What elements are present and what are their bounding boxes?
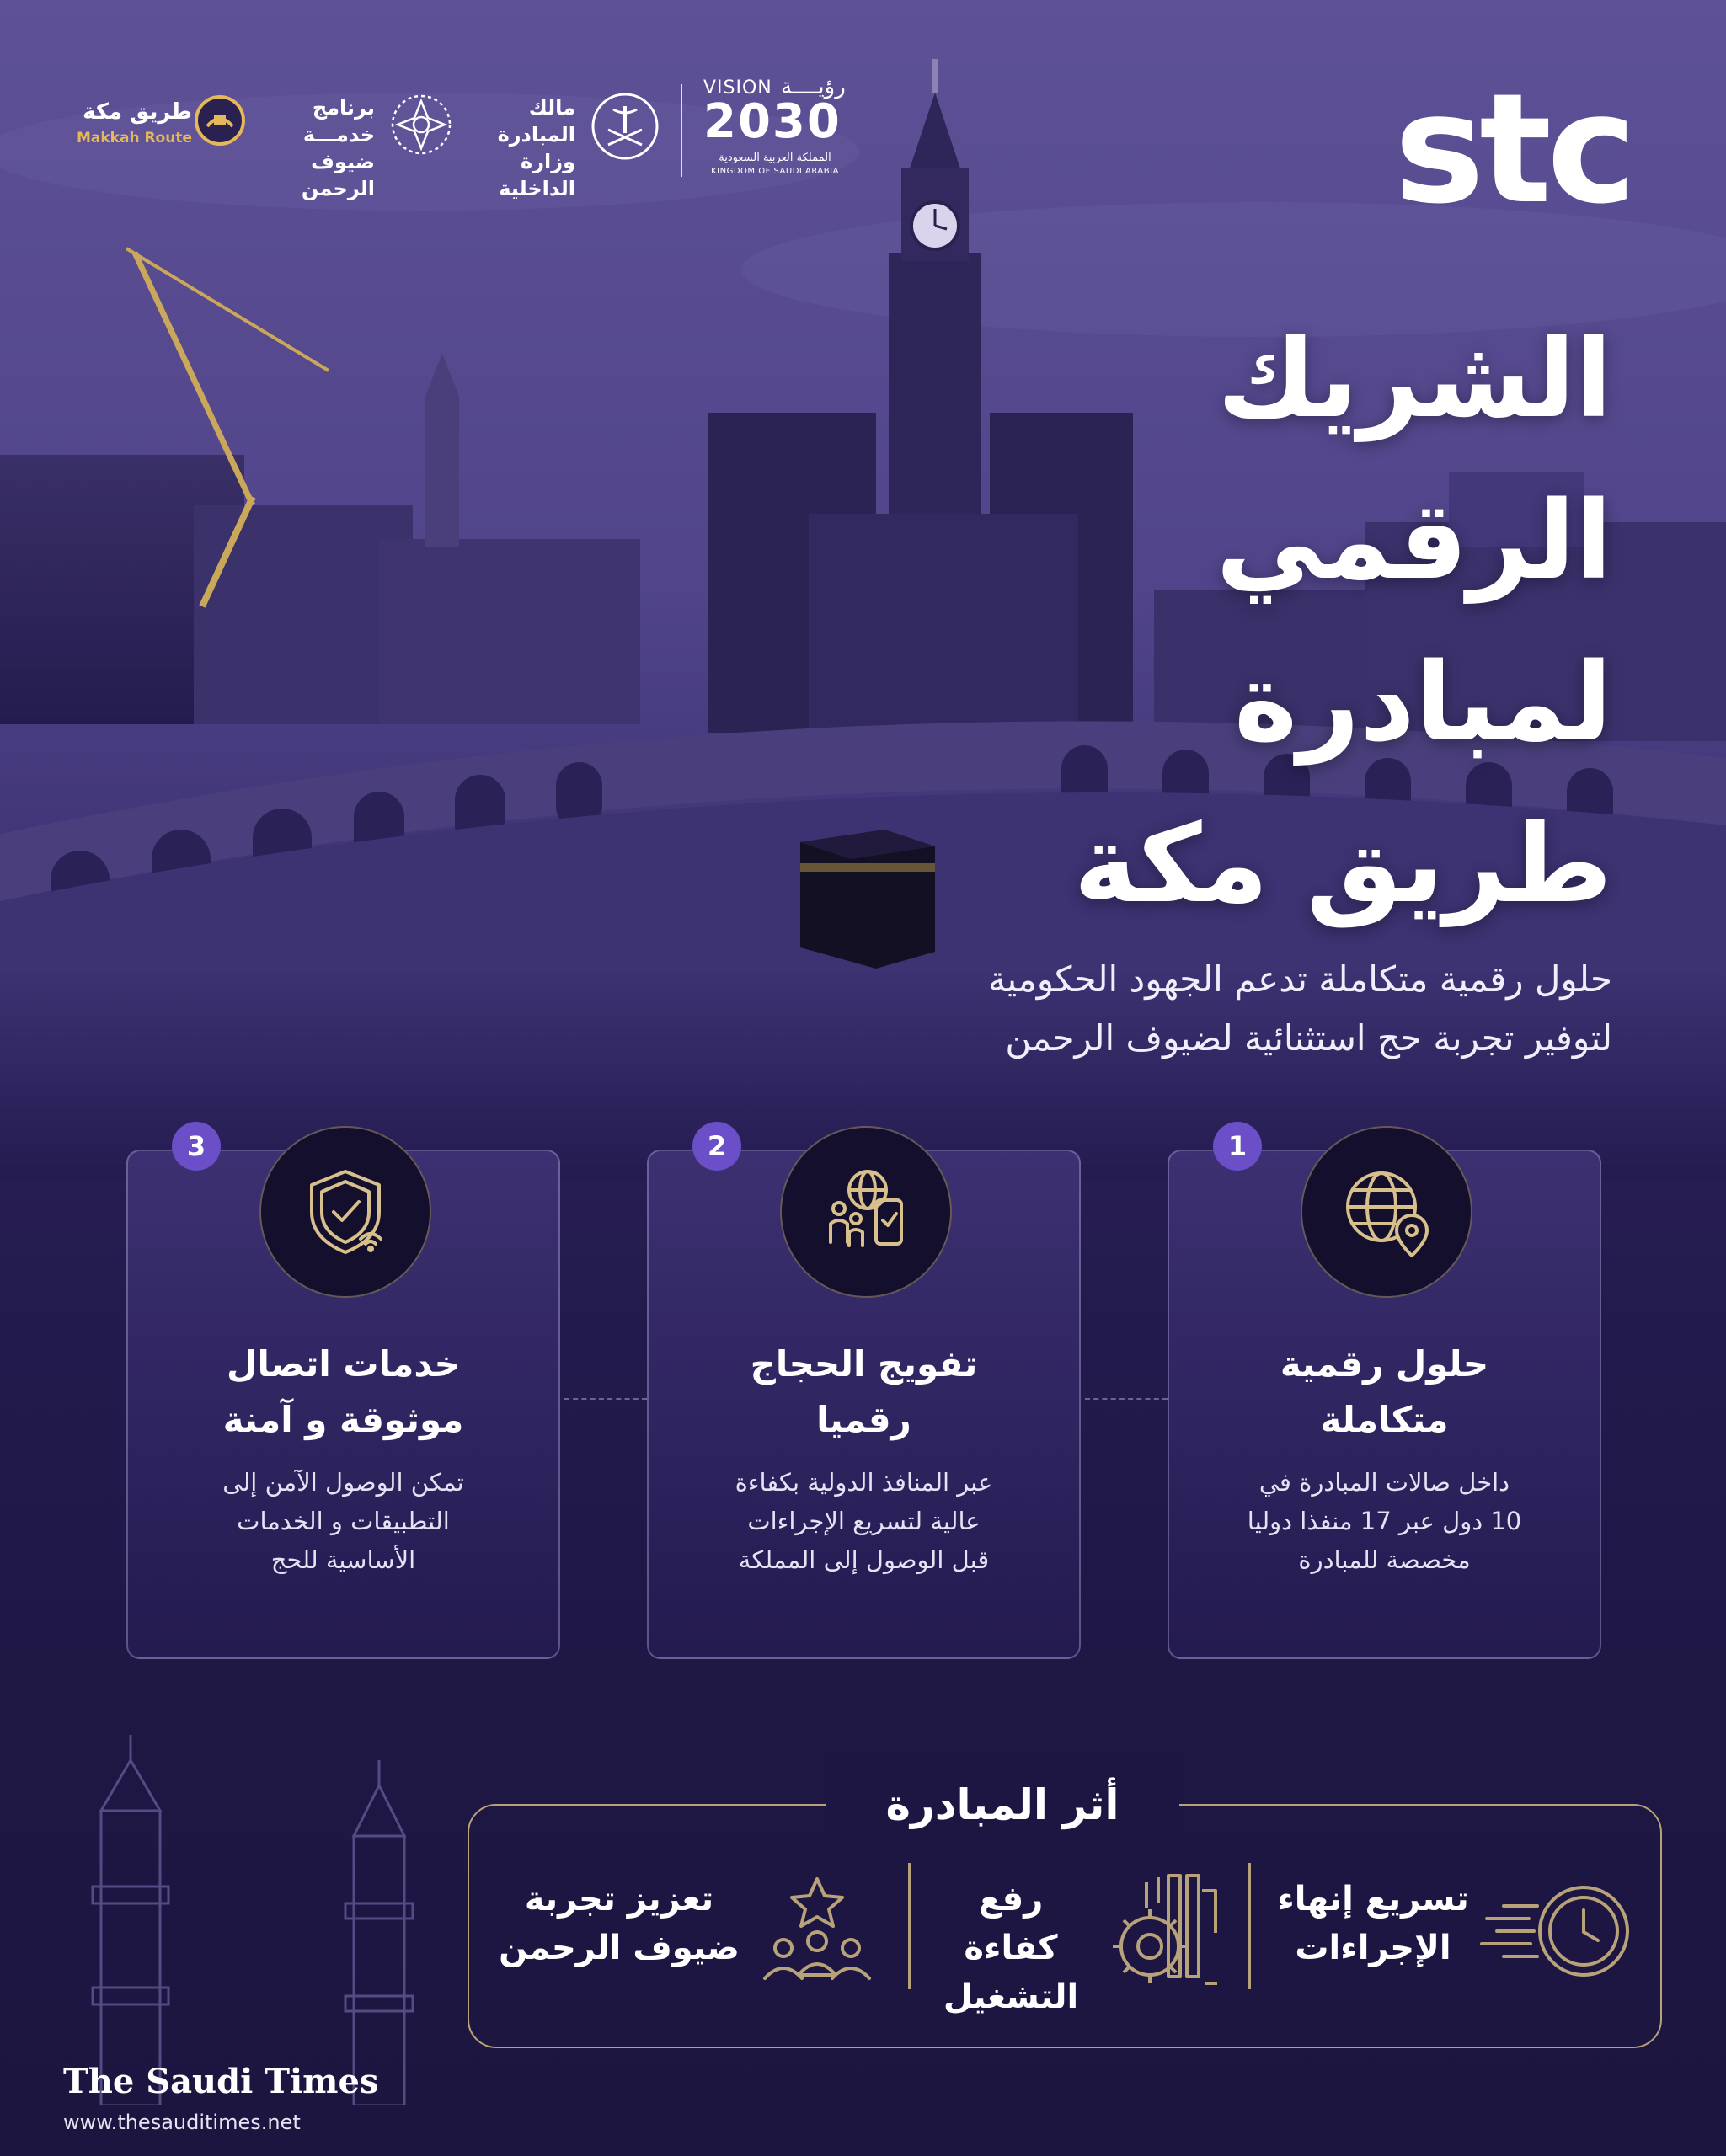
vision-year: 2030	[703, 94, 842, 149]
card-icon-circle	[780, 1126, 952, 1298]
program-logo	[261, 94, 375, 202]
gear-efficiency-icon	[1099, 1865, 1226, 1992]
impact-label-line1: تسريع إنهاء	[1277, 1880, 1469, 1919]
card-text-line2: التطبيقات و الخدمات	[237, 1507, 450, 1535]
card-title-line1: تفويج الحجاج	[750, 1343, 978, 1385]
vision-ar: رؤيــــة	[781, 74, 846, 99]
card-text-line1: داخل صالات المبادرة في	[1258, 1468, 1510, 1497]
makkah-route-emblem-icon	[194, 94, 246, 147]
card-title-line2: موثوقة و آمنة	[222, 1399, 464, 1440]
card-title-line1: حلول رقمية	[1280, 1343, 1489, 1385]
card-connector	[564, 1398, 647, 1400]
feature-card-digital-solutions	[1168, 1130, 1601, 1659]
minaret-line-art	[51, 1735, 472, 2105]
impact-label-line1: رفع كفاءة	[964, 1880, 1058, 1967]
headline-line4: طريق مكة	[1073, 802, 1612, 927]
card-title	[145, 1337, 542, 1448]
impact-label-line2: التشغيل	[943, 1977, 1079, 2016]
card-number-badge: 3	[172, 1122, 221, 1171]
card-title	[1186, 1337, 1583, 1448]
feature-card-pilgrim-dispatch	[647, 1130, 1081, 1659]
headline-line1: الشريك	[1216, 317, 1612, 442]
pilgrims-phone-globe-icon	[815, 1161, 916, 1262]
impact-label-line1: تعزيز تجربة	[524, 1880, 714, 1919]
impact-label-line2: ضيوف الرحمن	[499, 1929, 740, 1967]
website-link[interactable]: www.thesauditimes.net	[63, 2111, 301, 2134]
impact-label-experience	[497, 1875, 741, 1972]
card-icon-circle	[1301, 1126, 1472, 1298]
program-logo-line1: برنامج خدمـــة	[302, 96, 375, 147]
headline-line2: الرقمي	[1216, 478, 1612, 604]
card-text-line2: عالية لتسريع الإجراءات	[747, 1507, 981, 1535]
card-text-line1: عبر المنافذ الدولية بكفاءة	[735, 1468, 993, 1497]
stc-logo: stc	[1394, 61, 1632, 237]
vision-kingdom-en: KINGDOM OF SAUDI ARABIA	[711, 167, 839, 176]
shield-wifi-icon	[295, 1161, 396, 1262]
saudi-emblem-icon	[590, 91, 660, 162]
ministry-logo-line2: وزارة الداخلية	[499, 150, 575, 200]
card-connector	[1085, 1398, 1168, 1400]
subtitle-line1: حلول رقمية متكاملة تدعم الجهود الحكومية	[988, 958, 1612, 1000]
card-text-line2: 10 دول عبر 17 منفذا دوليا	[1247, 1507, 1522, 1535]
makkah-route-logo-ar: طريق مكة	[83, 99, 192, 125]
program-logo-line2: ضيوف الرحمن	[301, 150, 375, 200]
makkah-route-logo	[74, 94, 247, 153]
card-number-badge: 2	[692, 1122, 741, 1171]
impact-label-line2: الإجراءات	[1295, 1929, 1451, 1967]
card-title-line2: رقميا	[816, 1399, 911, 1440]
card-title-line2: متكاملة	[1320, 1399, 1449, 1440]
ministry-logo-line1: مالك المبادرة	[497, 96, 575, 147]
card-description	[153, 1463, 533, 1579]
fast-clock-icon	[1478, 1876, 1638, 1986]
subtitle	[686, 950, 1612, 1068]
globe-location-icon	[1336, 1161, 1437, 1262]
impact-divider	[908, 1863, 911, 1989]
card-title-line1: خدمات اتصال	[227, 1343, 460, 1385]
card-text-line3: الأساسية للحج	[270, 1545, 416, 1574]
card-description	[674, 1463, 1054, 1579]
subtitle-line2: لتوفير تجربة حج استثنائية لضيوف الرحمن	[1005, 1017, 1612, 1059]
headline	[770, 299, 1612, 946]
impact-title: أثر المبادرة	[826, 1758, 1179, 1851]
impact-divider	[1248, 1863, 1251, 1989]
vision-en: VISION	[703, 77, 772, 99]
card-number-badge: 1	[1213, 1122, 1262, 1171]
vision-2030-logo	[703, 74, 855, 179]
makkah-route-logo-en: Makkah Route	[76, 130, 192, 147]
impact-label-speed	[1272, 1875, 1474, 1972]
feature-card-secure-connectivity	[126, 1130, 560, 1659]
card-title	[665, 1337, 1062, 1448]
card-text-line3: مخصصة للمبادرة	[1298, 1545, 1471, 1574]
headline-line3: لمبادرة	[1233, 640, 1612, 766]
card-description	[1194, 1463, 1574, 1579]
people-star-icon	[756, 1874, 879, 1983]
initiative-star-emblem-icon	[389, 93, 453, 157]
card-icon-circle	[259, 1126, 431, 1298]
impact-label-efficiency	[927, 1875, 1095, 2021]
card-text-line1: تمكن الوصول الآمن إلى	[222, 1468, 464, 1497]
vision-kingdom-ar: المملكة العربية السعودية	[719, 152, 831, 164]
ministry-logo	[462, 94, 575, 202]
logo-divider	[681, 84, 682, 177]
brand-logo: The Saudi Times	[63, 2062, 379, 2101]
card-text-line3: قبل الوصول إلى المملكة	[738, 1545, 990, 1574]
